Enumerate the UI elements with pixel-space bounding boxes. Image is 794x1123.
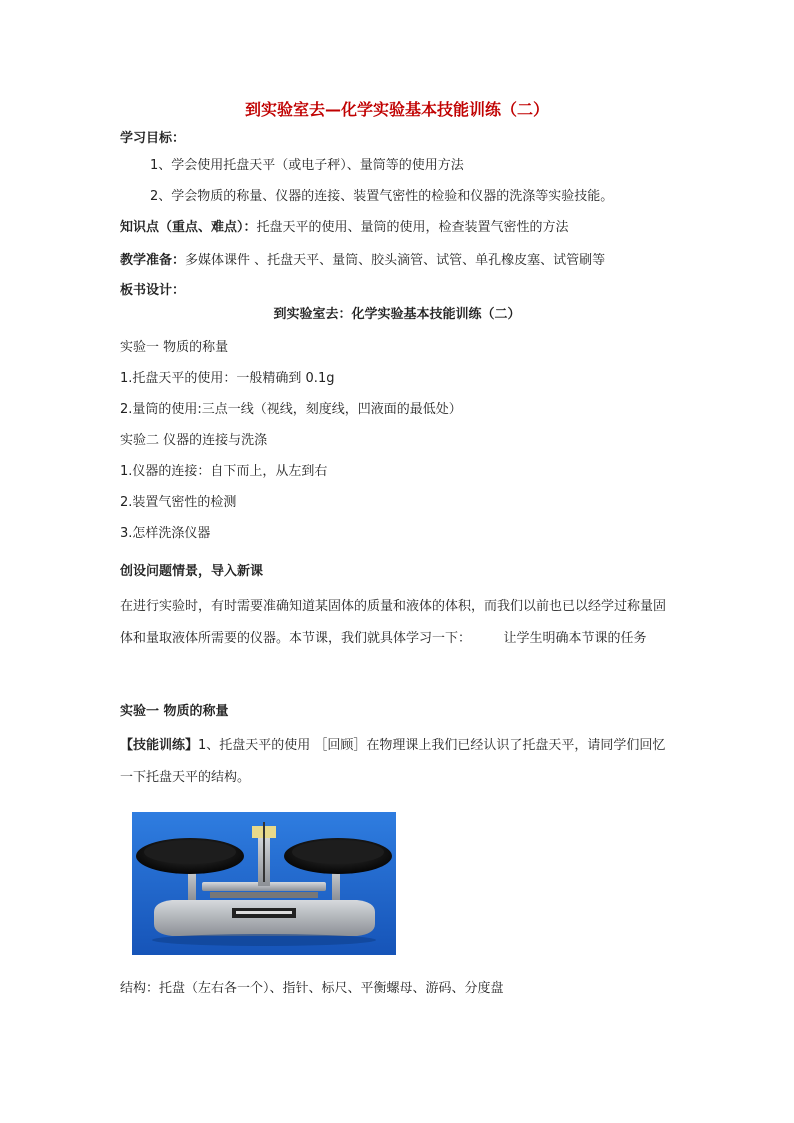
intro-paragraph: 在进行实验时，有时需要准确知道某固体的质量和液体的体积，而我们以前也已以经学过称量固体和量取液体所需要的仪器。本节课，我们就具体学习一下： 让学生明确本节课的任务 xyxy=(120,599,667,646)
key-points xyxy=(120,219,569,237)
skill-text: 1、托盘天平的使用 ［回顾］在物理课上我们已经认识了托盘天平，请同学们回忆一下托盘天平的结构。 xyxy=(120,738,666,785)
board-line: 1.仪器的连接：自下而上，从左到右 xyxy=(120,464,328,479)
board-line: 实验一 物质的称量 xyxy=(120,340,229,355)
objective-1: 1、学会使用托盘天平（或电子秤）、量筒等的使用方法 xyxy=(150,158,464,173)
board-label: 板书设计： xyxy=(120,283,186,298)
board-line: 1.托盘天平的使用：一般精确到 0.1g xyxy=(120,371,335,386)
board-line: 实验二 仪器的连接与洗涤 xyxy=(120,433,268,448)
board-title: 到实验室去：化学实验基本技能训练（二） xyxy=(273,307,521,322)
document-title: 到实验室去—化学实验基本技能训练（二） xyxy=(244,100,549,119)
balance-scale-photo xyxy=(132,812,396,955)
objective-2: 2、学会物质的称量、仪器的连接、装置气密性的检验和仪器的洗涤等实验技能。 xyxy=(150,189,614,204)
board-line: 2.装置气密性的检测 xyxy=(120,495,237,510)
board-line: 2.量筒的使用:三点一线（视线，刻度线，凹液面的最低处） xyxy=(120,402,462,417)
skill-paragraph xyxy=(120,730,676,794)
intro-heading: 创设问题情景，导入新课 xyxy=(120,564,264,579)
teaching-prep xyxy=(120,252,605,270)
prep-label: 教学准备： xyxy=(120,253,186,268)
key-points-text: 托盘天平的使用、量筒的使用，检查装置气密性的方法 xyxy=(256,220,569,235)
board-line: 3.怎样洗涤仪器 xyxy=(120,526,211,541)
structure-text: 结构：托盘（左右各一个）、指针、标尺、平衡螺母、游码、分度盘 xyxy=(120,981,504,996)
key-points-label: 知识点（重点、难点）： xyxy=(120,220,257,235)
objectives-label: 学习目标： xyxy=(120,131,186,146)
skill-label: 【技能训练】 xyxy=(120,738,199,753)
section-heading: 实验一 物质的称量 xyxy=(120,704,229,719)
prep-text: 多媒体课件 、托盘天平、量筒、胶头滴管、试管、单孔橡皮塞、试管刷等 xyxy=(185,253,606,268)
